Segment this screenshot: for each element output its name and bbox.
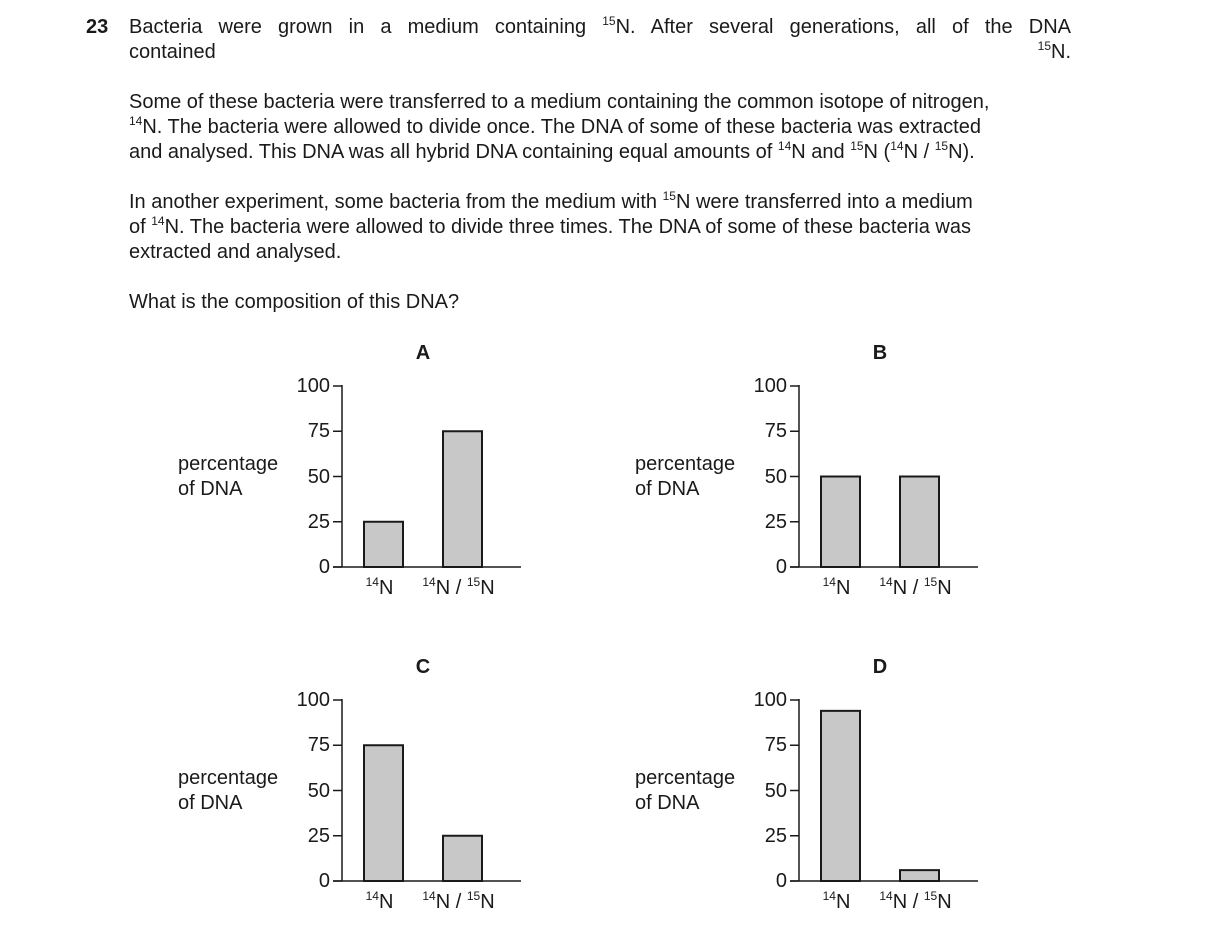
category-text: N [835, 891, 851, 913]
category-label [422, 889, 495, 913]
category-text: N / [435, 577, 467, 599]
y-tick-label: 100 [296, 689, 330, 711]
category-label [422, 575, 495, 599]
category-superscript: 14 [879, 575, 893, 589]
y-tick-label: 25 [307, 510, 330, 533]
chart-plot [170, 654, 530, 924]
category-superscript: 14 [422, 575, 436, 589]
y-tick-label: 0 [318, 556, 330, 578]
chart-title: B [872, 342, 888, 364]
bar-n14 [364, 745, 403, 881]
chart-option-b [627, 340, 987, 610]
y-tick-label: 0 [318, 870, 330, 892]
y-tick-label: 50 [307, 779, 330, 802]
y-axis-label: percentage of DNA [635, 452, 736, 500]
y-tick-label: 0 [775, 870, 787, 892]
category-label [365, 575, 394, 599]
y-tick-label: 75 [307, 420, 330, 443]
y-tick-label: 50 [764, 465, 787, 488]
chart-option-c [170, 654, 530, 924]
category-superscript: 14 [365, 889, 379, 903]
bar-n14-n15 [900, 477, 939, 568]
category-text: N [937, 891, 952, 913]
category-text: N / [892, 891, 924, 913]
chart-title: A [415, 342, 431, 364]
y-tick-label: 50 [307, 465, 330, 488]
y-tick-label: 75 [764, 420, 787, 443]
question-paragraph-2: Some of these bacteria were transferred to a medium containing the common isotope of nitrogen, $^{14}$N. The bacteria were allowed to divide once. The DNA of some of these bacteria was extracted and analysed. This DNA was all hybrid DNA containing equal amounts of $^{14}$N and $^{15}$N ($^{14}$N / $^{15}$N). [129, 91, 990, 163]
category-label [365, 889, 394, 913]
bar-n14-n15 [900, 870, 939, 881]
y-tick-label: 50 [764, 779, 787, 802]
category-superscript: 15 [923, 889, 938, 903]
y-axis-label: percentage of DNA [635, 766, 736, 814]
y-tick-label: 25 [764, 510, 787, 533]
category-text: N [480, 577, 495, 599]
question-paragraph-3: In another experiment, some bacteria from the medium with $^{15}$N were transferred into a medium of $^{14}$N. The bacteria were allowed to divide three times. The DNA of some of these bacteria was extracted and analysed. [129, 189, 973, 263]
chart-option-d [627, 654, 987, 924]
bar-n14-n15 [443, 431, 482, 567]
bar-n14 [821, 711, 860, 881]
category-text: N [378, 577, 394, 599]
category-label [822, 575, 851, 599]
y-axis-label: percentage of DNA [178, 452, 279, 500]
y-axis-label: percentage of DNA [178, 766, 279, 814]
category-label [879, 575, 952, 599]
category-superscript: 14 [365, 575, 379, 589]
bar-n14 [364, 522, 403, 567]
y-tick-label: 75 [764, 734, 787, 757]
category-superscript: 15 [466, 889, 481, 903]
category-superscript: 15 [923, 575, 938, 589]
bar-n14-n15 [443, 836, 482, 881]
y-tick-label: 25 [307, 824, 330, 847]
category-text: N / [892, 577, 924, 599]
category-superscript: 15 [466, 575, 481, 589]
y-tick-label: 100 [753, 689, 787, 711]
chart-title: C [415, 656, 431, 678]
category-superscript: 14 [822, 889, 836, 903]
question-paragraph-4: What is the composition of this DNA? [129, 291, 460, 313]
bar-n14 [821, 477, 860, 568]
y-tick-label: 75 [307, 734, 330, 757]
chart-plot [170, 340, 530, 610]
chart-plot [627, 654, 987, 924]
question-number: 23 [86, 16, 109, 38]
chart-title: D [872, 656, 888, 678]
question-paragraph-1: Bacteria were grown in a medium containing $^{15}$N. After several generations, all of the DNA contained $^{15}$N. [129, 14, 1071, 63]
chart-option-a [170, 340, 530, 610]
category-text: N [835, 577, 851, 599]
y-tick-label: 0 [775, 556, 787, 578]
chart-plot [627, 340, 987, 610]
category-text: N [480, 891, 495, 913]
category-label [822, 889, 851, 913]
y-tick-label: 25 [764, 824, 787, 847]
y-tick-label: 100 [296, 375, 330, 397]
category-text: N [378, 891, 394, 913]
category-text: N / [435, 891, 467, 913]
category-superscript: 14 [879, 889, 893, 903]
category-superscript: 14 [822, 575, 836, 589]
category-text: N [937, 577, 952, 599]
y-tick-label: 100 [753, 375, 787, 397]
category-superscript: 14 [422, 889, 436, 903]
category-label [879, 889, 952, 913]
